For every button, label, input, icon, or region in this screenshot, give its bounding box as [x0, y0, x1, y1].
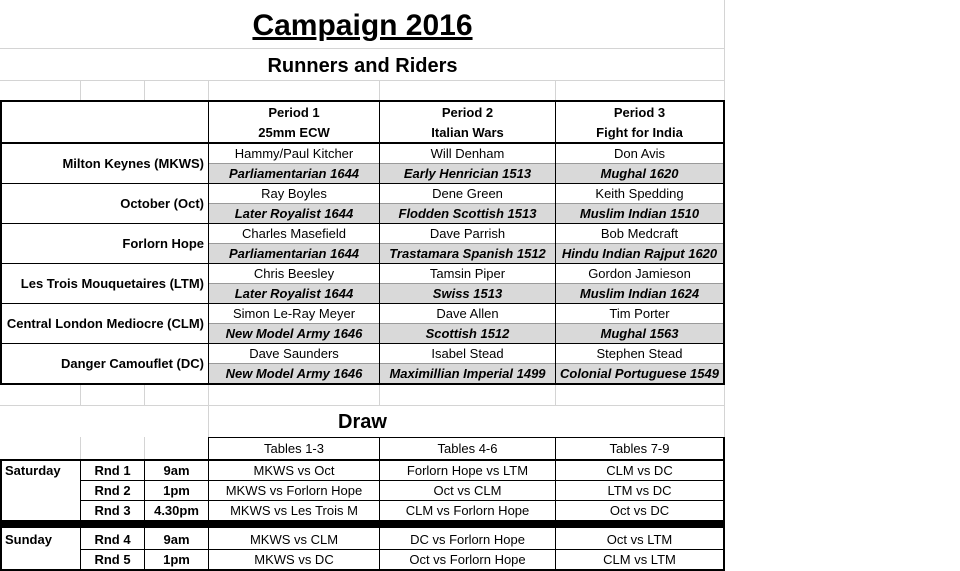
player-name: Simon Le-Ray Meyer	[232, 306, 356, 321]
round-time: 9am	[163, 463, 190, 478]
army-name: Parliamentarian 1644	[228, 166, 360, 181]
army-name: New Model Army 1646	[225, 366, 363, 381]
player-name: Dave Saunders	[249, 346, 339, 361]
player-name: Stephen Stead	[596, 346, 683, 361]
army-name: Muslim Indian 1624	[579, 286, 700, 301]
tables-header: Tables 7-9	[609, 441, 670, 456]
period-3-name: Fight for India	[596, 124, 683, 140]
match: Oct vs LTM	[606, 531, 673, 547]
match: LTM vs DC	[607, 483, 672, 498]
army-name: New Model Army 1646	[225, 326, 363, 341]
round-label: Rnd 5	[94, 552, 131, 567]
page-title: Campaign 2016	[252, 9, 473, 42]
player-name: Gordon Jamieson	[588, 266, 691, 281]
period-1-label: Period 1	[268, 104, 320, 120]
army-name: Early Henrician 1513	[403, 166, 532, 181]
player-name: Keith Spedding	[595, 186, 684, 201]
army-name: Later Royalist 1644	[234, 286, 354, 301]
match: MKWS vs Les Trois M	[230, 503, 358, 518]
match: Oct vs DC	[609, 503, 670, 518]
match: CLM vs LTM	[603, 552, 676, 567]
match: MKWS vs Oct	[253, 463, 335, 478]
period-3-label: Period 3	[613, 104, 666, 120]
day-label: Sunday	[5, 531, 52, 547]
player-name: Dene Green	[432, 186, 503, 201]
army-name: Muslim Indian 1510	[579, 206, 700, 221]
period-2-name: Italian Wars	[431, 124, 504, 140]
match: CLM vs Forlorn Hope	[405, 503, 530, 518]
army-name: Parliamentarian 1644	[228, 246, 360, 261]
player-name: Ray Boyles	[261, 186, 327, 201]
army-name: Later Royalist 1644	[234, 206, 354, 221]
round-time: 9am	[163, 531, 190, 547]
team-name: Les Trois Mouquetaires (LTM)	[20, 276, 204, 291]
round-label: Rnd 3	[94, 503, 131, 518]
player-name: Dave Allen	[436, 306, 499, 321]
round-label: Rnd 4	[94, 531, 131, 547]
round-time: 1pm	[163, 483, 190, 498]
match: MKWS vs DC	[254, 552, 334, 567]
match: Forlorn Hope vs LTM	[406, 463, 529, 478]
player-name: Hammy/Paul Kitcher	[234, 146, 354, 161]
player-name: Tim Porter	[609, 306, 670, 321]
army-name: Swiss 1513	[432, 286, 503, 301]
team-name: Danger Camouflet (DC)	[60, 356, 204, 371]
tables-header: Tables 4-6	[437, 441, 498, 456]
team-name: Milton Keynes (MKWS)	[62, 156, 204, 171]
round-label: Rnd 1	[94, 463, 131, 478]
army-name: Hindu Indian Rajput 1620	[561, 246, 718, 261]
day-label: Saturday	[5, 463, 61, 478]
team-name: October (Oct)	[120, 196, 204, 211]
army-name: Scottish 1512	[425, 326, 510, 341]
army-name: Flodden Scottish 1513	[398, 206, 537, 221]
match: MKWS vs Forlorn Hope	[225, 483, 363, 498]
army-name: Mughal 1620	[600, 166, 679, 181]
period-1-name: 25mm ECW	[258, 124, 330, 140]
army-name: Trastamara Spanish 1512	[389, 246, 546, 261]
player-name: Tamsin Piper	[429, 266, 506, 281]
round-time: 1pm	[163, 552, 190, 567]
player-name: Don Avis	[613, 146, 666, 161]
period-2-label: Period 2	[441, 104, 494, 120]
army-name: Maximillian Imperial 1499	[389, 366, 546, 381]
match: DC vs Forlorn Hope	[410, 531, 525, 547]
player-name: Chris Beesley	[253, 266, 335, 281]
player-name: Isabel Stead	[431, 346, 504, 361]
team-name: Central London Mediocre (CLM)	[6, 316, 204, 331]
match: CLM vs DC	[606, 463, 673, 478]
army-name: Mughal 1563	[600, 326, 679, 341]
draw-title: Draw	[338, 410, 387, 433]
match: Oct vs CLM	[433, 483, 502, 498]
player-name: Dave Parrish	[429, 226, 506, 241]
round-label: Rnd 2	[94, 483, 131, 498]
player-name: Will Denham	[430, 146, 505, 161]
match: MKWS vs CLM	[249, 531, 339, 547]
page-subtitle: Runners and Riders	[267, 54, 458, 77]
match: Oct vs Forlorn Hope	[409, 552, 526, 567]
army-name: Colonial Portuguese 1549	[560, 366, 719, 381]
player-name: Bob Medcraft	[600, 226, 679, 241]
round-time: 4.30pm	[154, 503, 199, 518]
player-name: Charles Masefield	[241, 226, 347, 241]
team-name: Forlorn Hope	[122, 236, 204, 251]
tables-header: Tables 1-3	[264, 441, 324, 456]
